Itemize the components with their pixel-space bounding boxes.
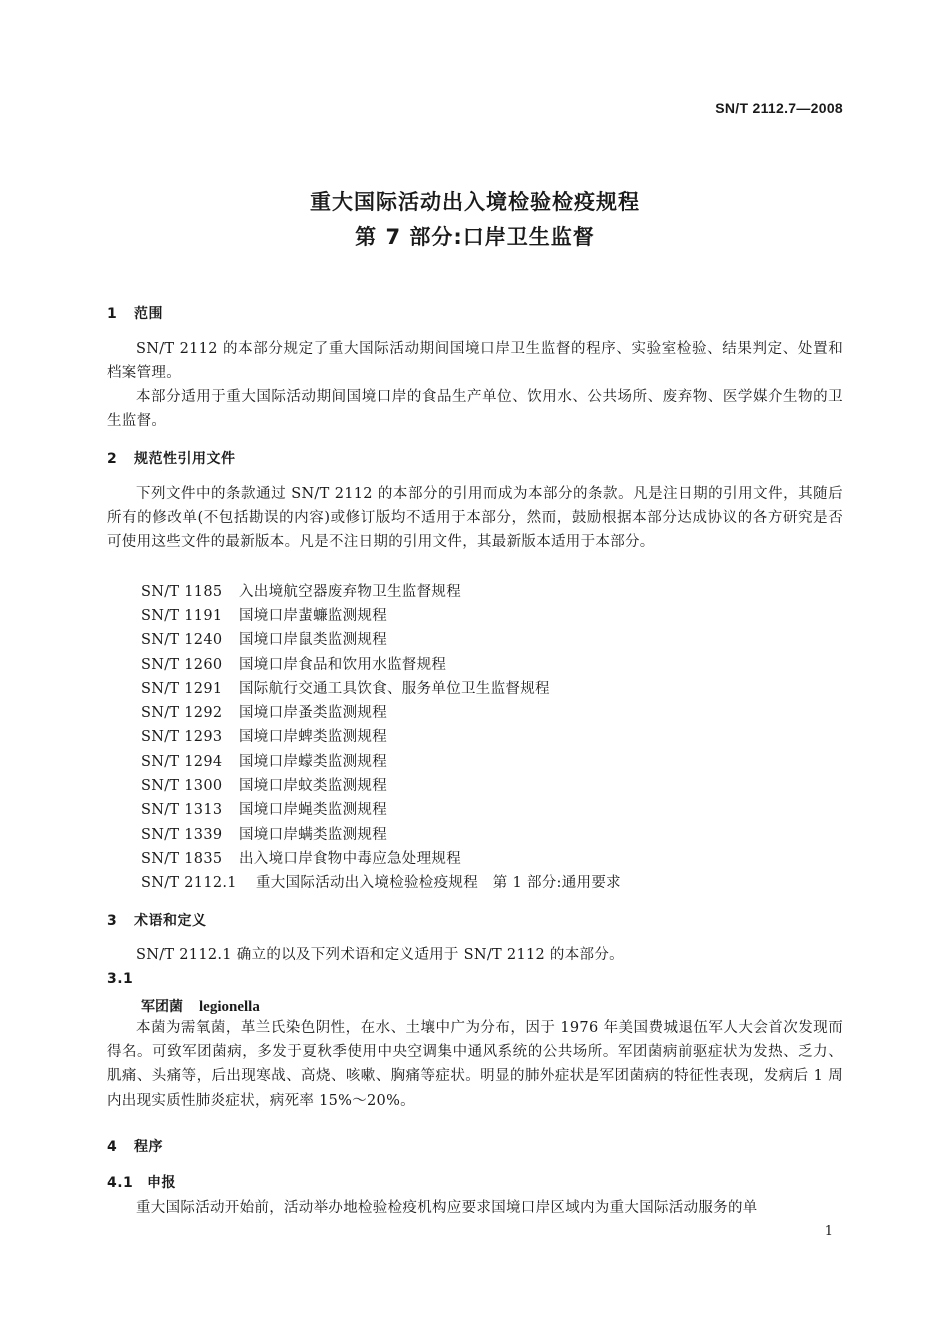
reference-item — [141, 725, 387, 746]
section-3-heading — [107, 910, 207, 930]
section-number: 4 — [107, 1139, 118, 1155]
term-definition: 本菌为需氧菌，革兰氏染色阴性，在水、土壤中广为分布，因于 1976 年美国费城退伍军人大会首次发现而得名。可致军团菌病，多发于夏秋季使用中央空调集中通风系统的公共场所。军团菌病前驱症状为发热、乏力、肌痛、头痛等，后出现寒战、高烧、咳嗽、胸痛等症状。明显的肺外症状是军团菌病的特征性表现，发病后 1 周内出现实质性肺炎症状，病死率 15%～20%。 — [107, 1020, 843, 1109]
page-number: 1 — [824, 1224, 833, 1239]
section-title: 范围 — [134, 306, 163, 322]
reference-item — [141, 871, 621, 892]
reference-code: SN/T 1185 — [141, 584, 223, 600]
reference-code: SN/T 1293 — [141, 729, 223, 745]
section-number: 1 — [107, 306, 118, 322]
section-title: 程序 — [134, 1139, 163, 1155]
reference-item — [141, 677, 550, 698]
section-4-heading — [107, 1136, 163, 1156]
reference-code: SN/T 1292 — [141, 705, 223, 721]
reference-code: SN/T 1294 — [141, 754, 223, 770]
document-code: SN/T 2112.7—2008 — [715, 100, 843, 116]
reference-code: SN/T 1339 — [141, 827, 223, 843]
section-2-heading — [107, 448, 236, 468]
section-title: 规范性引用文件 — [134, 451, 236, 467]
document-title-line2: 第 7 部分:口岸卫生监督 — [355, 225, 595, 249]
term-english: legionella — [199, 999, 260, 1015]
reference-title: 国际航行交通工具饮食、服务单位卫生监督规程 — [239, 681, 550, 697]
section-4-paragraph-1: 重大国际活动开始前，活动举办地检验检疫机构应要求国境口岸区域内为重大国际活动服务的单 — [136, 1200, 758, 1216]
reference-code: SN/T 1300 — [141, 778, 223, 794]
reference-code: SN/T 1191 — [141, 608, 223, 624]
reference-item — [141, 774, 387, 795]
reference-title: 重大国际活动出入境检验检疫规程 第 1 部分:通用要求 — [256, 875, 621, 891]
section-1-paragraph-1: SN/T 2112 的本部分规定了重大国际活动期间国境口岸卫生监督的程序、实验室检验、结果判定、处置和档案管理。 — [107, 341, 843, 382]
reference-code: SN/T 1291 — [141, 681, 223, 697]
reference-item — [141, 750, 387, 771]
reference-item — [141, 653, 446, 674]
section-1-paragraph-2: 本部分适用于重大国际活动期间国境口岸的食品生产单位、饮用水、公共场所、废弃物、医学媒介生物的卫生监督。 — [107, 389, 843, 430]
subsection-number: 4.1 — [107, 1175, 134, 1191]
reference-item — [141, 847, 461, 868]
reference-title: 国境口岸蠓类监测规程 — [239, 754, 387, 770]
reference-title: 国境口岸蝇类监测规程 — [239, 802, 387, 818]
term-entry — [141, 996, 260, 1016]
reference-item — [141, 823, 387, 844]
reference-code: SN/T 1835 — [141, 851, 223, 867]
reference-title: 国境口岸蜱类监测规程 — [239, 729, 387, 745]
reference-item — [141, 798, 387, 819]
reference-title: 国境口岸鼠类监测规程 — [239, 632, 387, 648]
reference-code: SN/T 1260 — [141, 657, 223, 673]
reference-code: SN/T 2112.1 — [141, 875, 237, 891]
reference-title: 国境口岸蚤类监测规程 — [239, 705, 387, 721]
subsection-3-1-number: 3.1 — [107, 971, 134, 987]
reference-item — [141, 701, 387, 722]
section-1-heading — [107, 303, 163, 323]
reference-item — [141, 628, 387, 649]
section-number: 3 — [107, 913, 118, 929]
reference-code: SN/T 1313 — [141, 802, 223, 818]
section-2-paragraph-1: 下列文件中的条款通过 SN/T 2112 的本部分的引用而成为本部分的条款。凡是注日期的引用文件，其随后所有的修改单(不包括勘误的内容)或修订版均不适用于本部分，然而，鼓励根据本部分达成协议的各方研究是否可使用这些文件的最新版本。凡是不注日期的引用文件，其最新版本适用于本部分。 — [107, 486, 843, 551]
term-chinese: 军团菌 — [141, 999, 183, 1015]
section-number: 2 — [107, 451, 118, 467]
reference-code: SN/T 1240 — [141, 632, 223, 648]
reference-title: 出入境口岸食物中毒应急处理规程 — [239, 851, 461, 867]
reference-title: 国境口岸蚊类监测规程 — [239, 778, 387, 794]
subsection-4-1-heading — [107, 1172, 176, 1192]
document-title-line1: 重大国际活动出入境检验检疫规程 — [310, 190, 640, 214]
reference-title: 国境口岸蜚蠊监测规程 — [239, 608, 387, 624]
section-title: 术语和定义 — [134, 913, 207, 929]
subsection-title: 申报 — [147, 1175, 176, 1191]
section-3-paragraph-1: SN/T 2112.1 确立的以及下列术语和定义适用于 SN/T 2112 的本部分。 — [136, 947, 624, 963]
reference-title: 入出境航空器废弃物卫生监督规程 — [239, 584, 461, 600]
reference-title: 国境口岸螨类监测规程 — [239, 827, 387, 843]
reference-item — [141, 580, 461, 601]
reference-title: 国境口岸食品和饮用水监督规程 — [239, 657, 447, 673]
reference-item — [141, 604, 387, 625]
